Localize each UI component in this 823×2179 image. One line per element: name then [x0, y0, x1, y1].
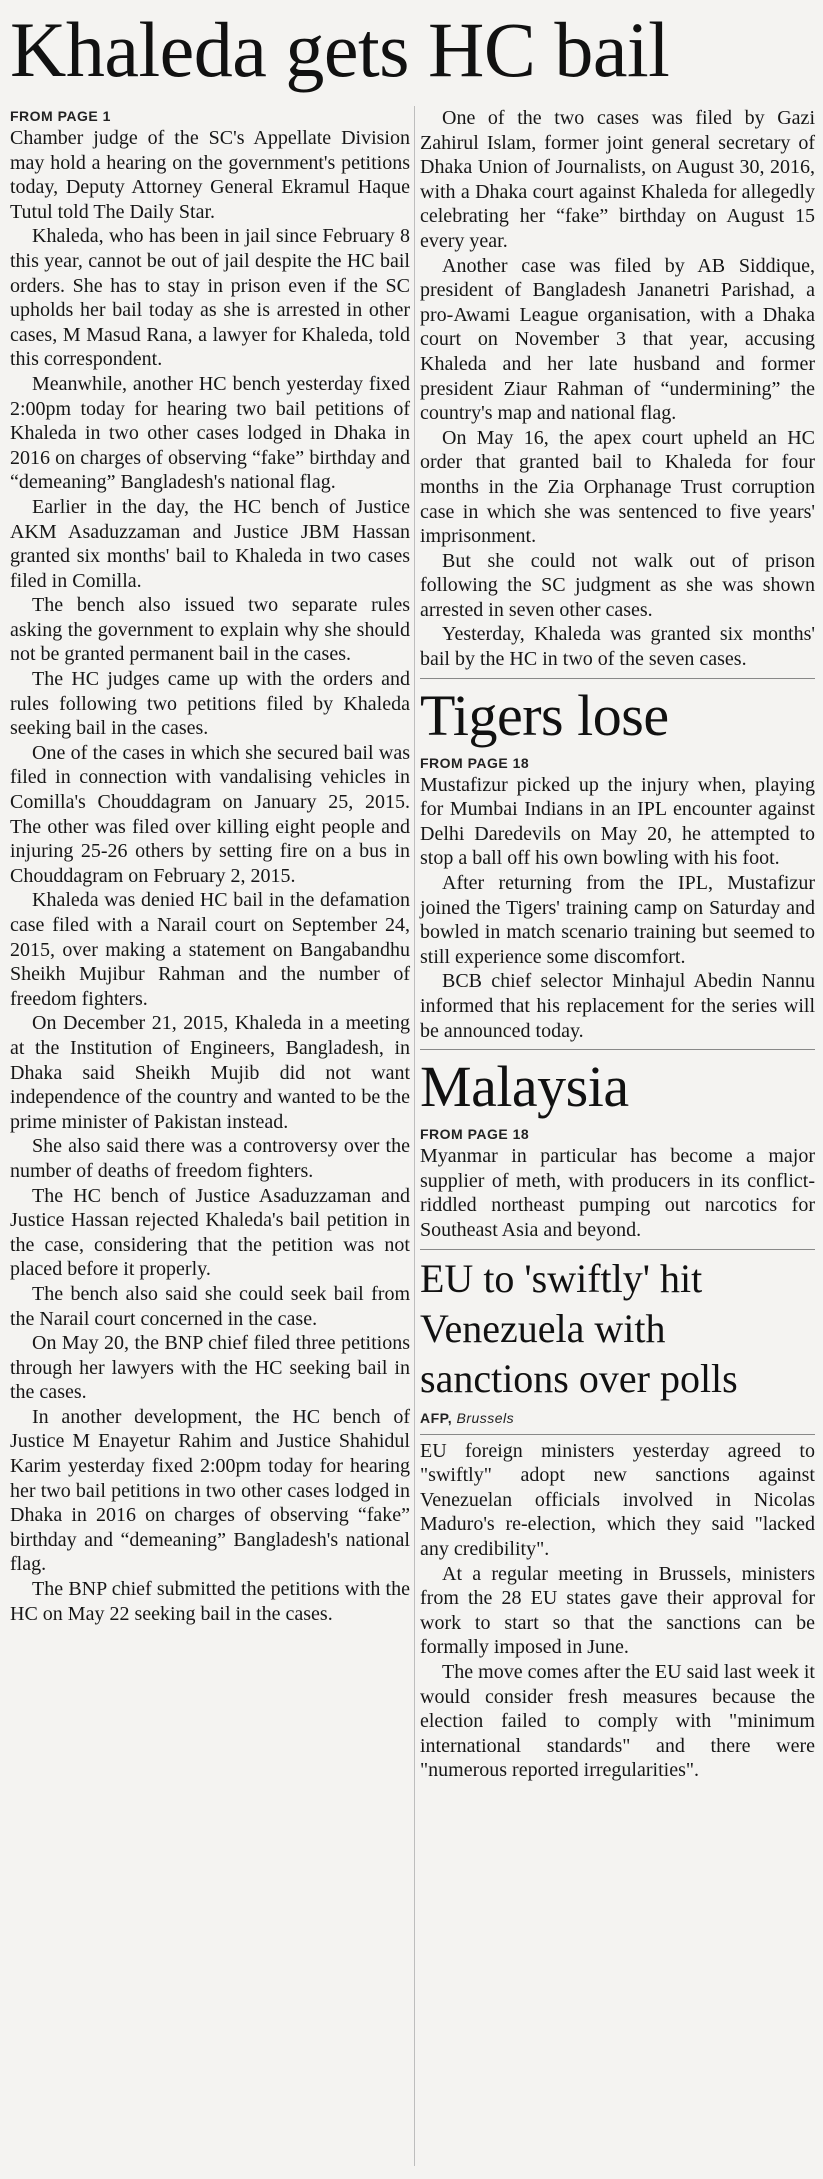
right-column: [420, 106, 815, 1783]
khaleda-paragraph: On December 21, 2015, Khaleda in a meeting at the Institution of Engineers, Bangladesh, in Dhaka said Sheikh Mujib did not want independence of the country and wanted to be the prime minister of Pakistan instead.: [10, 1012, 410, 1133]
khaleda-paragraph: Another case was filed by AB Siddique, president of Bangladesh Jananetri Parishad, a pro-Awami League organisation, with a Dhaka court on November 3 that year, accusing Khaleda and her late husband and former president Ziaur Rahman of “undermining” the country's map and national flag.: [420, 254, 815, 425]
tigers-kicker: FROM PAGE 18: [420, 754, 530, 771]
khaleda-paragraph: One of the cases in which she secured bail was filed in connection with vandalising vehicles in Comilla's Chouddagram on January 25, 2015. The other was filed over killing eight people and injuring 25-26 others by setting fire on a bus in Chouddagram on February 2, 2015.: [10, 741, 410, 887]
eu-paragraph: At a regular meeting in Brussels, ministers from the 28 EU states gave their approval for work to start so that the sanctions can be formally imposed in June.: [420, 1562, 815, 1659]
khaleda-paragraph: The bench also issued two separate rules asking the government to explain why she should not be granted permanent bail in the cases.: [10, 594, 410, 666]
khaleda-paragraph: The HC bench of Justice Asaduzzaman and Justice Hassan rejected Khaleda's bail petition in the case, considering that the petition was not placed before it properly.: [10, 1184, 410, 1281]
eu-byline: [420, 1408, 815, 1428]
section-rule: [420, 678, 815, 679]
khaleda-headline: Khaleda gets HC bail: [10, 6, 670, 93]
section-rule: [420, 1249, 815, 1250]
khaleda-paragraph: In another development, the HC bench of Justice M Enayetur Rahim and Justice Shahidul Karim yesterday fixed 2:00pm today for hearing her two bail petitions in two other cases lodged in Dhaka in 2016 on charges of observing “fake” birthday and “demeaning” Bangladesh's national flag.: [10, 1405, 410, 1576]
malaysia-paragraph: Myanmar in particular has become a major supplier of meth, with producers in its conflict-riddled northeast pumping out narcotics for Southeast Asia and beyond.: [420, 1145, 815, 1241]
eu-headline: EU to 'swiftly' hit Venezuela with sanctions over polls: [420, 1255, 738, 1401]
malaysia-kicker: FROM PAGE 18: [420, 1126, 530, 1143]
khaleda-paragraph: The BNP chief submitted the petitions with the HC on May 22 seeking bail in the cases.: [10, 1578, 410, 1625]
khaleda-paragraph: Meanwhile, another HC bench yesterday fixed 2:00pm today for hearing two bail petitions of Khaleda in two other cases lodged in Dhaka in 2016 on charges of observing “fake” birthday and “demeaning” Bangladesh's national flag.: [10, 372, 410, 494]
tigers-headline: Tigers lose: [420, 682, 669, 748]
khaleda-paragraph: The bench also said she could seek bail from the Narail court concerned in the case.: [10, 1282, 410, 1330]
khaleda-paragraph: On May 20, the BNP chief filed three petitions through her lawyers with the HC seeking bail in the cases.: [10, 1332, 410, 1404]
malaysia-headline: Malaysia: [420, 1054, 629, 1120]
khaleda-paragraph: One of the two cases was filed by Gazi Zahirul Islam, former joint general secretary of Dhaka Union of Journalists, on August 30, 2016, with a Dhaka court against Khaleda for allegedly celebrating her “fake” birthday on August 15 every year.: [420, 107, 815, 252]
khaleda-paragraph: Yesterday, Khaleda was granted six months' bail by the HC in two of the seven cases.: [420, 623, 815, 671]
khaleda-paragraph: She also said there was a controversy over the number of deaths of freedom fighters.: [10, 1135, 410, 1182]
eu-agency: AFP,: [420, 1409, 453, 1426]
khaleda-paragraph: On May 16, the apex court upheld an HC order that granted bail to Khaleda for four months in the Zia Orphanage Trust corruption case in which she was sentenced to five years' imprisonment.: [420, 426, 815, 548]
khaleda-paragraph: But she could not walk out of prison following the SC judgment as she was shown arrested in seven other cases.: [420, 549, 815, 621]
khaleda-paragraph: Khaleda was denied HC bail in the defamation case filed with a Narail court on September 24, 2015, over making a statement on Bangabandhu Sheikh Mujibur Rahman and the number of freedom fighters.: [10, 889, 410, 1010]
tigers-paragraph: Mustafizur picked up the injury when, playing for Mumbai Indians in an IPL encounter against Delhi Daredevils on May 20, he attempted to stop a ball off his own bowling with his foot.: [420, 773, 815, 870]
eu-place: Brussels: [456, 1409, 515, 1426]
khaleda-paragraph: Earlier in the day, the HC bench of Justice AKM Asaduzzaman and Justice JBM Hassan granted six months' bail to Khaleda in two cases filed in Comilla.: [10, 495, 410, 592]
byline-rule: [420, 1434, 815, 1435]
column-divider: [414, 106, 415, 2166]
tigers-paragraph: After returning from the IPL, Mustafizur joined the Tigers' training camp on Saturday and bowled in match scenario training but seemed to still experience some discomfort.: [420, 872, 815, 968]
section-rule: [420, 1049, 815, 1050]
left-column: [10, 106, 410, 1626]
tigers-paragraph: BCB chief selector Minhajul Abedin Nannu informed that his replacement for the series will be announced today.: [420, 970, 815, 1042]
khaleda-kicker: FROM PAGE 1: [10, 108, 111, 124]
eu-paragraph: EU foreign ministers yesterday agreed to "swiftly" adopt new sanctions against Venezuelan officials involved in Nicolas Maduro's re-election, which they said "lacked any credibility".: [420, 1439, 815, 1560]
khaleda-paragraph: Chamber judge of the SC's Appellate Division may hold a hearing on the government's petitions today, Deputy Attorney General Ekramul Haque Tutul told The Daily Star.: [10, 127, 410, 223]
khaleda-paragraph: The HC judges came up with the orders and rules following two petitions filed by Khaleda seeking bail in the cases.: [10, 668, 410, 740]
eu-paragraph: The move comes after the EU said last week it would consider fresh measures because the election failed to comply with "minimum international standards" and there were "numerous reported irregularities".: [420, 1660, 815, 1782]
khaleda-paragraph: Khaleda, who has been in jail since February 8 this year, cannot be out of jail despite the HC bail orders. She has to stay in prison even if the SC upholds her bail today as she is arrested in other cases, M Masud Rana, a lawyer for Khaleda, told this correspondent.: [10, 225, 410, 371]
